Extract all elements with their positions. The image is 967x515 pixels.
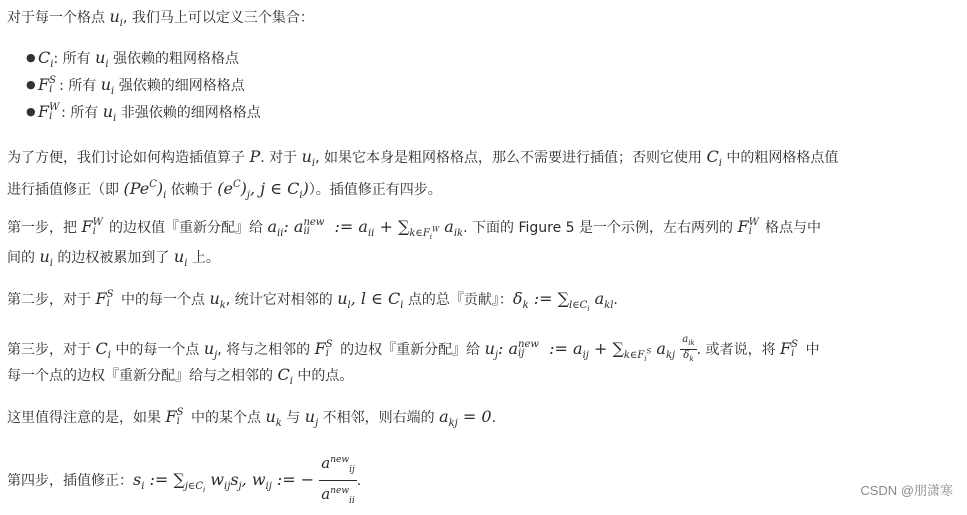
intro-line <box>7 6 314 35</box>
list-item: ● F W i : 所有 $u_i$ 非强依赖的细网格格点 <box>26 102 261 124</box>
bullet-icon: ● <box>26 78 36 91</box>
intro-text: 对于每一个格点 <box>7 10 110 26</box>
note-line: 这里值得注意的是，如果 F S i 中的某个点 $u_k$ 与 $u_j$ 不相邻，则右端的 $a_{kj} = 0$. <box>7 407 497 429</box>
step3-line: 每一个点的边权『重新分配』给与之相邻的 $C_i$ 中的点。 <box>7 365 354 387</box>
step1-line: 第一步，把 F W i 的边权值『重新分配』给 $a_{ii}$: a new ii := $a_{ii} + \sum_{k\in F_i^W}$ $a_{ik}$. 下面的 Figure 5 是一个示例，左右两列的 F W i 格点与中 <box>7 217 822 241</box>
bullet-icon: ● <box>26 51 36 64</box>
watermark: CSDN @朋潇寒 <box>860 483 953 498</box>
step4-line: 第四步，插值修正：$s_i$ := $\sum_{j\in C_i}$ $w_{ij}s_j$, $w_{ij}$ := − $\frac{a^{new}_{ij}}{a^{new}_{ii}}$ . <box>7 450 361 515</box>
paragraph-line: 进行插值修正（即 $(Pe^C)_i$ 依赖于 $(e^C)_j$, j ∈ $C_i$)）。插值修正有四步。 <box>7 179 442 201</box>
math-u: $u_i$ <box>109 7 123 29</box>
step3-line: 第三步，对于 $C_i$ 中的每一个点 $u_j$, 将与之相邻的 F S i 的边权『重新分配』给 $u_j$: a new ij := $a_{ij} + \sum_{k\in F_i^S}$ $a_{kj}$ $\frac{a_{ik}}{\delta_k}$ . 或者说，将 F S i 中 <box>7 334 820 363</box>
paragraph-line: 为了方便，我们讨论如何构造插值算子 P. 对于 $u_i$, 如果它本身是粗网格格点，那么不需要进行插值；否则它使用 $C_i$ 中的粗网格格点值 <box>7 147 839 169</box>
step2-line: 第二步，对于 F S i 中的每一个点 $u_k$, 统计它对相邻的 $u_l$, l ∈ $C_i$ 点的总『贡献』：$\delta_k$ := $\sum_{l\in C_i}$ $a_{kl}$. <box>7 289 618 313</box>
list-item: ● F S i : 所有 $u_i$ 强依赖的细网格格点 <box>26 75 245 97</box>
list-item: ● $C_i$: 所有 $u_i$ 强依赖的粗网格格点 <box>26 48 240 70</box>
intro-tail: , 我们马上可以定义三个集合： <box>122 10 314 26</box>
step1-line: 间的 $u_i$ 的边权被累加到了 $u_i$ 上。 <box>7 247 220 269</box>
bullet-icon: ● <box>26 105 36 118</box>
